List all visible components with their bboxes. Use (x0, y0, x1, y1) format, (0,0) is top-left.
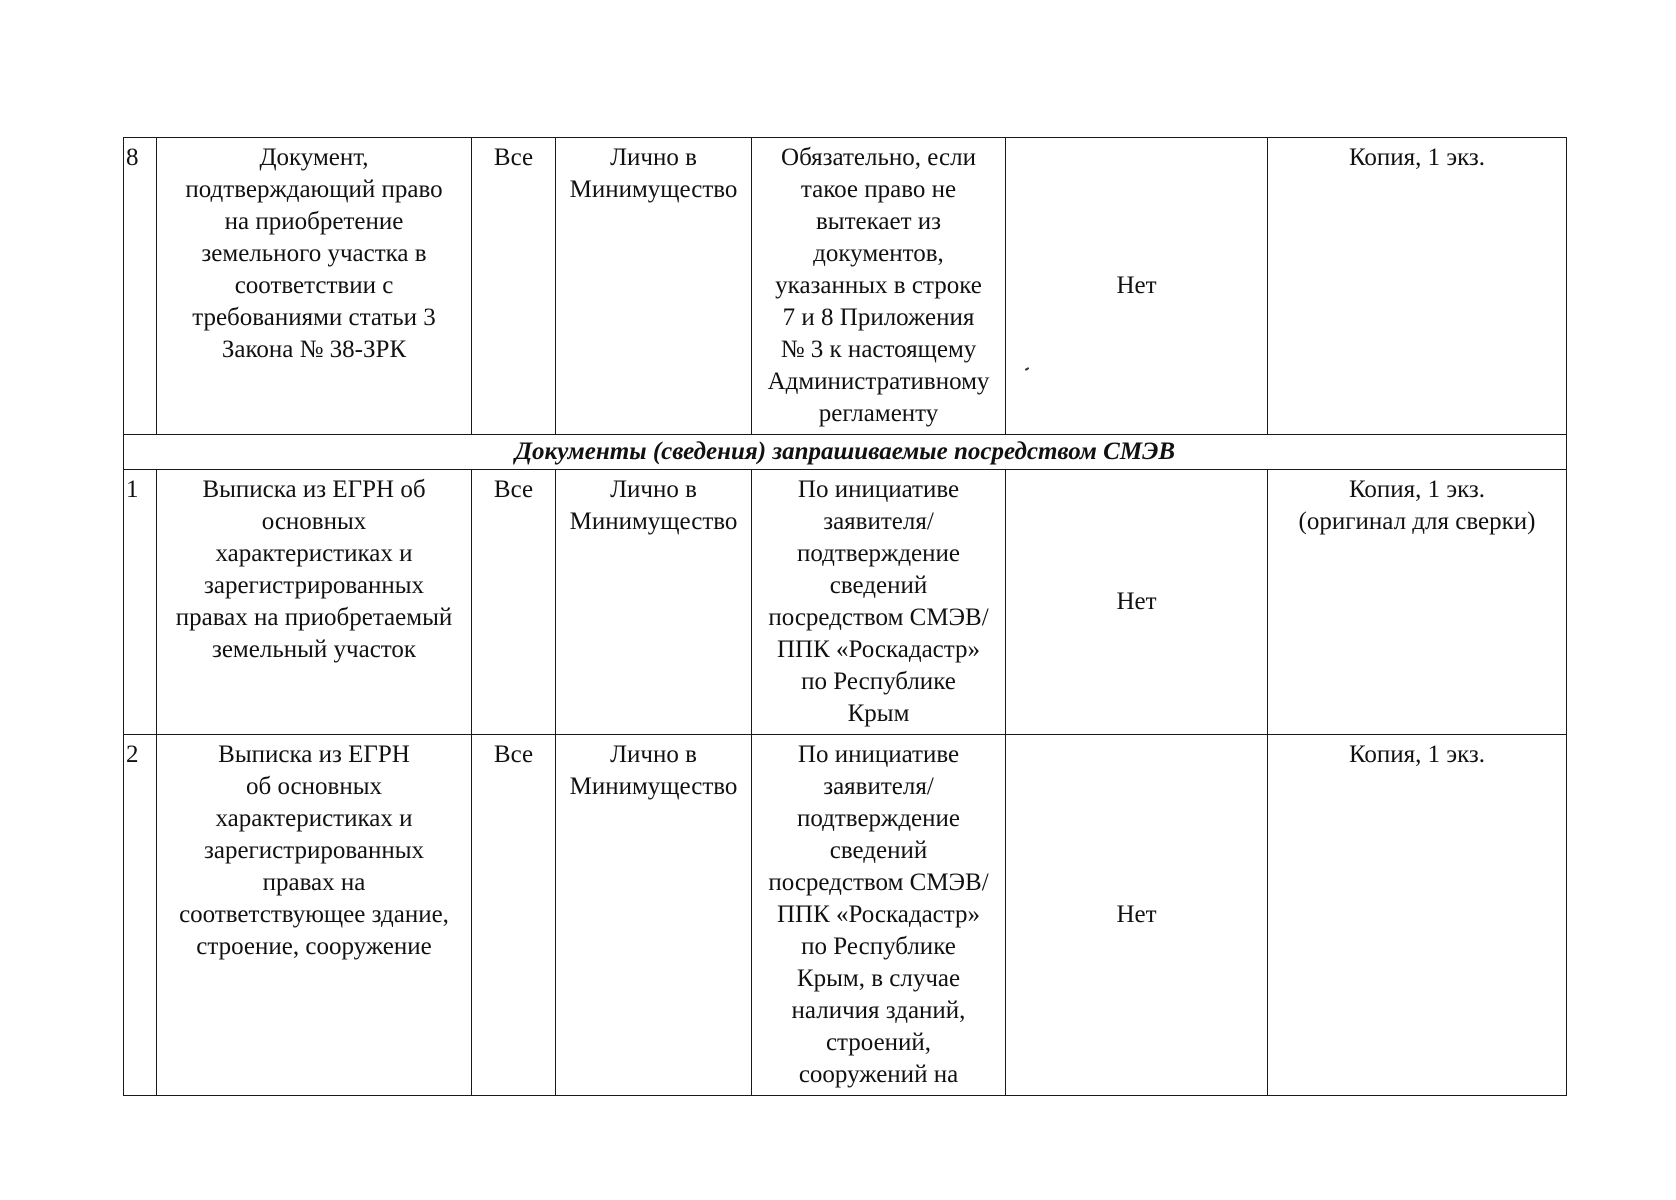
submission-line: Лично в (610, 741, 697, 768)
document-line: соответствующее здание, (179, 901, 449, 928)
document-line: земельный участок (211, 636, 417, 663)
condition-line: вытекает из (815, 208, 941, 235)
document-line: Выписка из ЕГРН об (202, 476, 426, 503)
condition-cell (752, 138, 1006, 435)
submission-method-cell (556, 138, 752, 435)
submission-method-cell (556, 735, 752, 1096)
condition-line: заявителя/ (823, 508, 934, 535)
applicants-cell: Все (472, 735, 556, 1096)
condition-line: наличия зданий, (791, 997, 966, 1024)
condition-line: регламенту (818, 400, 939, 427)
document-line: на приобретение (224, 208, 404, 235)
document-line: зарегистрированных (203, 837, 425, 864)
document-line: правах на (262, 869, 366, 896)
smev-cell: Нет (1006, 138, 1268, 435)
submission-line: Лично в (610, 144, 697, 171)
smev-cell: Нет (1006, 735, 1268, 1096)
condition-line: посредством СМЭВ/ (768, 869, 989, 896)
form-cell (1268, 470, 1567, 735)
condition-line: по Республике (801, 668, 956, 695)
document-line: об основных (245, 773, 383, 800)
smev-cell: Нет (1006, 470, 1268, 735)
submission-line: Минимущество (569, 508, 738, 535)
table-row (124, 470, 1567, 735)
table-row (124, 138, 1567, 435)
condition-line: № 3 к настоящему (780, 336, 977, 363)
document-line: Закона № 38-ЗРК (221, 336, 407, 363)
document-line: характеристиках и (215, 540, 413, 567)
condition-cell (752, 470, 1006, 735)
condition-line: по Республике (801, 933, 956, 960)
document-line: соответствии с (234, 272, 394, 299)
submission-method-cell (556, 470, 752, 735)
form-cell (1268, 138, 1567, 435)
document-line: зарегистрированных (203, 572, 425, 599)
row-number: 2 (124, 735, 157, 1096)
section-title: Документы (сведения) запрашиваемые посредством СМЭВ (124, 435, 1567, 470)
document-line: земельного участка в (201, 240, 427, 267)
document-name-cell (157, 735, 472, 1096)
condition-line: посредством СМЭВ/ (768, 604, 989, 631)
condition-line: документов, (813, 240, 944, 267)
document-name-cell (157, 470, 472, 735)
condition-line: строений, (825, 1029, 932, 1056)
documents-table (123, 137, 1567, 1096)
document-line: строение, сооружение (196, 933, 432, 960)
submission-line: Лично в (610, 476, 697, 503)
form-line: Копия, 1 экз. (1348, 144, 1486, 171)
submission-line: Минимущество (569, 773, 738, 800)
form-line: (оригинал для сверки) (1298, 508, 1536, 535)
condition-line: Крым, в случае (796, 965, 961, 992)
document-name-cell (157, 138, 472, 435)
form-line: Копия, 1 экз. (1348, 476, 1486, 503)
document-line: правах на приобретаемый (175, 604, 453, 631)
condition-line: Крым (847, 700, 910, 727)
condition-line: Обязательно, если (781, 144, 976, 171)
document-line: характеристиках и (215, 805, 413, 832)
applicants-cell: Все (472, 470, 556, 735)
table-row (124, 735, 1567, 1096)
condition-line: сведений (829, 837, 928, 864)
row-number: 1 (124, 470, 157, 735)
condition-line: Административному (767, 368, 990, 395)
form-cell (1268, 735, 1567, 1096)
condition-line: ППК «Роскадастр» (776, 636, 981, 663)
document-line: требованиями статьи 3 (192, 304, 436, 331)
condition-line: подтверждение (796, 805, 960, 832)
condition-cell (752, 735, 1006, 1096)
condition-line: указанных в строке (775, 272, 982, 299)
document-line: подтверждающий право (185, 176, 443, 203)
condition-line: По инициативе (797, 476, 960, 503)
condition-line: подтверждение (796, 540, 960, 567)
condition-line: сведений (829, 572, 928, 599)
condition-line: такое право не (800, 176, 957, 203)
document-line: основных (261, 508, 367, 535)
condition-line: сооружений на (798, 1061, 959, 1088)
condition-line: ППК «Роскадастр» (776, 901, 981, 928)
condition-line: По инициативе (797, 741, 960, 768)
condition-line: заявителя/ (823, 773, 934, 800)
row-number: 8 (124, 138, 157, 435)
document-line: Документ, (259, 144, 369, 171)
submission-line: Минимущество (569, 176, 738, 203)
applicants-cell: Все (472, 138, 556, 435)
section-header-row (124, 435, 1567, 470)
condition-line: 7 и 8 Приложения (782, 304, 975, 331)
document-line: Выписка из ЕГРН (218, 741, 410, 768)
form-line: Копия, 1 экз. (1348, 741, 1486, 768)
